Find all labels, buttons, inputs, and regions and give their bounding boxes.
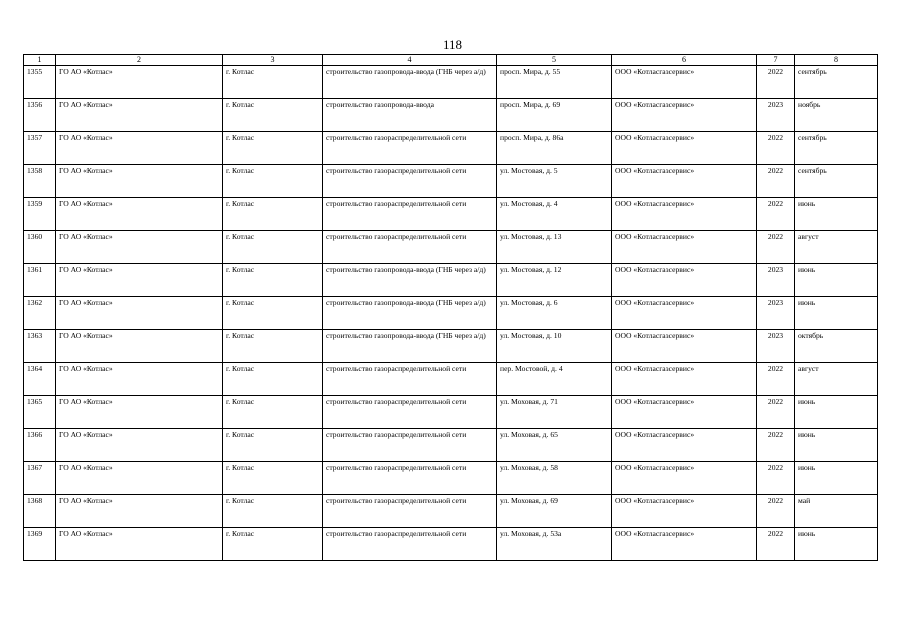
cell-organization: ГО АО «Котлас» bbox=[56, 132, 223, 165]
cell-row-number: 1359 bbox=[24, 198, 56, 231]
cell-month: сентябрь bbox=[795, 132, 878, 165]
cell-locality: г. Котлас bbox=[223, 66, 323, 99]
cell-contractor: ООО «Котласгазсервис» bbox=[612, 264, 757, 297]
cell-contractor: ООО «Котласгазсервис» bbox=[612, 462, 757, 495]
cell-work-type: строительство газопровода-ввода (ГНБ через а/д) bbox=[323, 330, 497, 363]
page-number: 118 bbox=[442, 37, 463, 52]
cell-contractor: ООО «Котласгазсервис» bbox=[612, 363, 757, 396]
cell-month: июнь bbox=[795, 396, 878, 429]
cell-row-number: 1363 bbox=[24, 330, 56, 363]
cell-row-number: 1364 bbox=[24, 363, 56, 396]
cell-work-type: строительство газопровода-ввода (ГНБ через а/д) bbox=[323, 66, 497, 99]
table-row bbox=[24, 66, 878, 99]
column-header: 7 bbox=[757, 55, 795, 66]
cell-work-type: строительство газораспределительной сети bbox=[323, 132, 497, 165]
cell-row-number: 1355 bbox=[24, 66, 56, 99]
cell-year: 2023 bbox=[757, 297, 795, 330]
cell-contractor: ООО «Котласгазсервис» bbox=[612, 66, 757, 99]
cell-row-number: 1367 bbox=[24, 462, 56, 495]
cell-locality: г. Котлас bbox=[223, 99, 323, 132]
cell-contractor: ООО «Котласгазсервис» bbox=[612, 165, 757, 198]
cell-work-type: строительство газораспределительной сети bbox=[323, 396, 497, 429]
cell-locality: г. Котлас bbox=[223, 429, 323, 462]
cell-address: пер. Мостовой, д. 4 bbox=[497, 363, 612, 396]
table-header bbox=[24, 55, 878, 66]
table-row bbox=[24, 231, 878, 264]
cell-locality: г. Котлас bbox=[223, 297, 323, 330]
cell-organization: ГО АО «Котлас» bbox=[56, 99, 223, 132]
cell-locality: г. Котлас bbox=[223, 396, 323, 429]
cell-month: май bbox=[795, 495, 878, 528]
cell-contractor: ООО «Котласгазсервис» bbox=[612, 198, 757, 231]
cell-month: июнь bbox=[795, 297, 878, 330]
cell-work-type: строительство газопровода-ввода (ГНБ через а/д) bbox=[323, 297, 497, 330]
cell-contractor: ООО «Котласгазсервис» bbox=[612, 231, 757, 264]
table-row bbox=[24, 363, 878, 396]
cell-organization: ГО АО «Котлас» bbox=[56, 396, 223, 429]
cell-address: ул. Мостовая, д. 6 bbox=[497, 297, 612, 330]
cell-row-number: 1362 bbox=[24, 297, 56, 330]
cell-locality: г. Котлас bbox=[223, 363, 323, 396]
table-row bbox=[24, 132, 878, 165]
cell-address: просп. Мира, д. 55 bbox=[497, 66, 612, 99]
cell-year: 2022 bbox=[757, 363, 795, 396]
cell-year: 2022 bbox=[757, 462, 795, 495]
cell-organization: ГО АО «Котлас» bbox=[56, 165, 223, 198]
cell-month: октябрь bbox=[795, 330, 878, 363]
cell-row-number: 1360 bbox=[24, 231, 56, 264]
cell-month: ноябрь bbox=[795, 99, 878, 132]
cell-year: 2022 bbox=[757, 429, 795, 462]
column-header: 4 bbox=[323, 55, 497, 66]
column-header: 2 bbox=[56, 55, 223, 66]
cell-work-type: строительство газораспределительной сети bbox=[323, 231, 497, 264]
cell-row-number: 1369 bbox=[24, 528, 56, 561]
cell-year: 2022 bbox=[757, 528, 795, 561]
cell-organization: ГО АО «Котлас» bbox=[56, 297, 223, 330]
cell-contractor: ООО «Котласгазсервис» bbox=[612, 396, 757, 429]
cell-month: июнь bbox=[795, 429, 878, 462]
cell-contractor: ООО «Котласгазсервис» bbox=[612, 528, 757, 561]
cell-address: ул. Моховая, д. 53а bbox=[497, 528, 612, 561]
cell-work-type: строительство газораспределительной сети bbox=[323, 165, 497, 198]
column-header: 1 bbox=[24, 55, 56, 66]
cell-month: сентябрь bbox=[795, 66, 878, 99]
cell-row-number: 1356 bbox=[24, 99, 56, 132]
header-row bbox=[24, 55, 878, 66]
cell-year: 2022 bbox=[757, 165, 795, 198]
cell-locality: г. Котлас bbox=[223, 330, 323, 363]
cell-organization: ГО АО «Котлас» bbox=[56, 198, 223, 231]
cell-year: 2022 bbox=[757, 495, 795, 528]
cell-contractor: ООО «Котласгазсервис» bbox=[612, 132, 757, 165]
cell-address: ул. Мостовая, д. 5 bbox=[497, 165, 612, 198]
cell-work-type: строительство газораспределительной сети bbox=[323, 528, 497, 561]
cell-row-number: 1361 bbox=[24, 264, 56, 297]
column-header: 8 bbox=[795, 55, 878, 66]
cell-locality: г. Котлас bbox=[223, 528, 323, 561]
table-row bbox=[24, 165, 878, 198]
cell-organization: ГО АО «Котлас» bbox=[56, 528, 223, 561]
cell-year: 2023 bbox=[757, 99, 795, 132]
cell-contractor: ООО «Котласгазсервис» bbox=[612, 429, 757, 462]
cell-address: ул. Мостовая, д. 12 bbox=[497, 264, 612, 297]
cell-year: 2022 bbox=[757, 66, 795, 99]
cell-address: ул. Моховая, д. 65 bbox=[497, 429, 612, 462]
table-row bbox=[24, 297, 878, 330]
cell-month: июнь bbox=[795, 198, 878, 231]
cell-year: 2022 bbox=[757, 198, 795, 231]
table-row bbox=[24, 528, 878, 561]
cell-contractor: ООО «Котласгазсервис» bbox=[612, 99, 757, 132]
table-row bbox=[24, 264, 878, 297]
cell-address: ул. Моховая, д. 58 bbox=[497, 462, 612, 495]
table-row bbox=[24, 462, 878, 495]
cell-month: июнь bbox=[795, 264, 878, 297]
cell-month: июнь bbox=[795, 528, 878, 561]
cell-row-number: 1357 bbox=[24, 132, 56, 165]
cell-work-type: строительство газораспределительной сети bbox=[323, 495, 497, 528]
cell-organization: ГО АО «Котлас» bbox=[56, 429, 223, 462]
cell-locality: г. Котлас bbox=[223, 462, 323, 495]
table-row bbox=[24, 198, 878, 231]
cell-address: ул. Мостовая, д. 10 bbox=[497, 330, 612, 363]
cell-row-number: 1368 bbox=[24, 495, 56, 528]
cell-year: 2023 bbox=[757, 330, 795, 363]
cell-address: ул. Моховая, д. 69 bbox=[497, 495, 612, 528]
cell-organization: ГО АО «Котлас» bbox=[56, 462, 223, 495]
table-body bbox=[24, 66, 878, 561]
table-row bbox=[24, 429, 878, 462]
table-row bbox=[24, 99, 878, 132]
cell-organization: ГО АО «Котлас» bbox=[56, 363, 223, 396]
cell-work-type: строительство газораспределительной сети bbox=[323, 429, 497, 462]
cell-work-type: строительство газораспределительной сети bbox=[323, 363, 497, 396]
cell-address: ул. Моховая, д. 71 bbox=[497, 396, 612, 429]
cell-contractor: ООО «Котласгазсервис» bbox=[612, 297, 757, 330]
cell-month: август bbox=[795, 231, 878, 264]
table-row bbox=[24, 495, 878, 528]
cell-month: июнь bbox=[795, 462, 878, 495]
cell-contractor: ООО «Котласгазсервис» bbox=[612, 495, 757, 528]
cell-year: 2022 bbox=[757, 132, 795, 165]
cell-address: ул. Мостовая, д. 13 bbox=[497, 231, 612, 264]
cell-row-number: 1365 bbox=[24, 396, 56, 429]
register-table bbox=[23, 54, 878, 561]
cell-work-type: строительство газораспределительной сети bbox=[323, 462, 497, 495]
cell-organization: ГО АО «Котлас» bbox=[56, 495, 223, 528]
cell-month: август bbox=[795, 363, 878, 396]
cell-locality: г. Котлас bbox=[223, 264, 323, 297]
cell-locality: г. Котлас bbox=[223, 231, 323, 264]
cell-work-type: строительство газопровода-ввода (ГНБ через а/д) bbox=[323, 264, 497, 297]
table-row bbox=[24, 330, 878, 363]
cell-year: 2022 bbox=[757, 231, 795, 264]
cell-year: 2023 bbox=[757, 264, 795, 297]
column-header: 5 bbox=[497, 55, 612, 66]
cell-month: сентябрь bbox=[795, 165, 878, 198]
column-header: 3 bbox=[223, 55, 323, 66]
cell-organization: ГО АО «Котлас» bbox=[56, 66, 223, 99]
cell-organization: ГО АО «Котлас» bbox=[56, 264, 223, 297]
cell-address: ул. Мостовая, д. 4 bbox=[497, 198, 612, 231]
cell-address: просп. Мира, д. 86а bbox=[497, 132, 612, 165]
cell-locality: г. Котлас bbox=[223, 132, 323, 165]
cell-row-number: 1358 bbox=[24, 165, 56, 198]
cell-contractor: ООО «Котласгазсервис» bbox=[612, 330, 757, 363]
cell-work-type: строительство газопровода-ввода bbox=[323, 99, 497, 132]
table-row bbox=[24, 396, 878, 429]
cell-row-number: 1366 bbox=[24, 429, 56, 462]
column-header: 6 bbox=[612, 55, 757, 66]
cell-address: просп. Мира, д. 69 bbox=[497, 99, 612, 132]
cell-locality: г. Котлас bbox=[223, 495, 323, 528]
cell-organization: ГО АО «Котлас» bbox=[56, 231, 223, 264]
cell-work-type: строительство газораспределительной сети bbox=[323, 198, 497, 231]
cell-locality: г. Котлас bbox=[223, 165, 323, 198]
cell-organization: ГО АО «Котлас» bbox=[56, 330, 223, 363]
cell-locality: г. Котлас bbox=[223, 198, 323, 231]
cell-year: 2022 bbox=[757, 396, 795, 429]
